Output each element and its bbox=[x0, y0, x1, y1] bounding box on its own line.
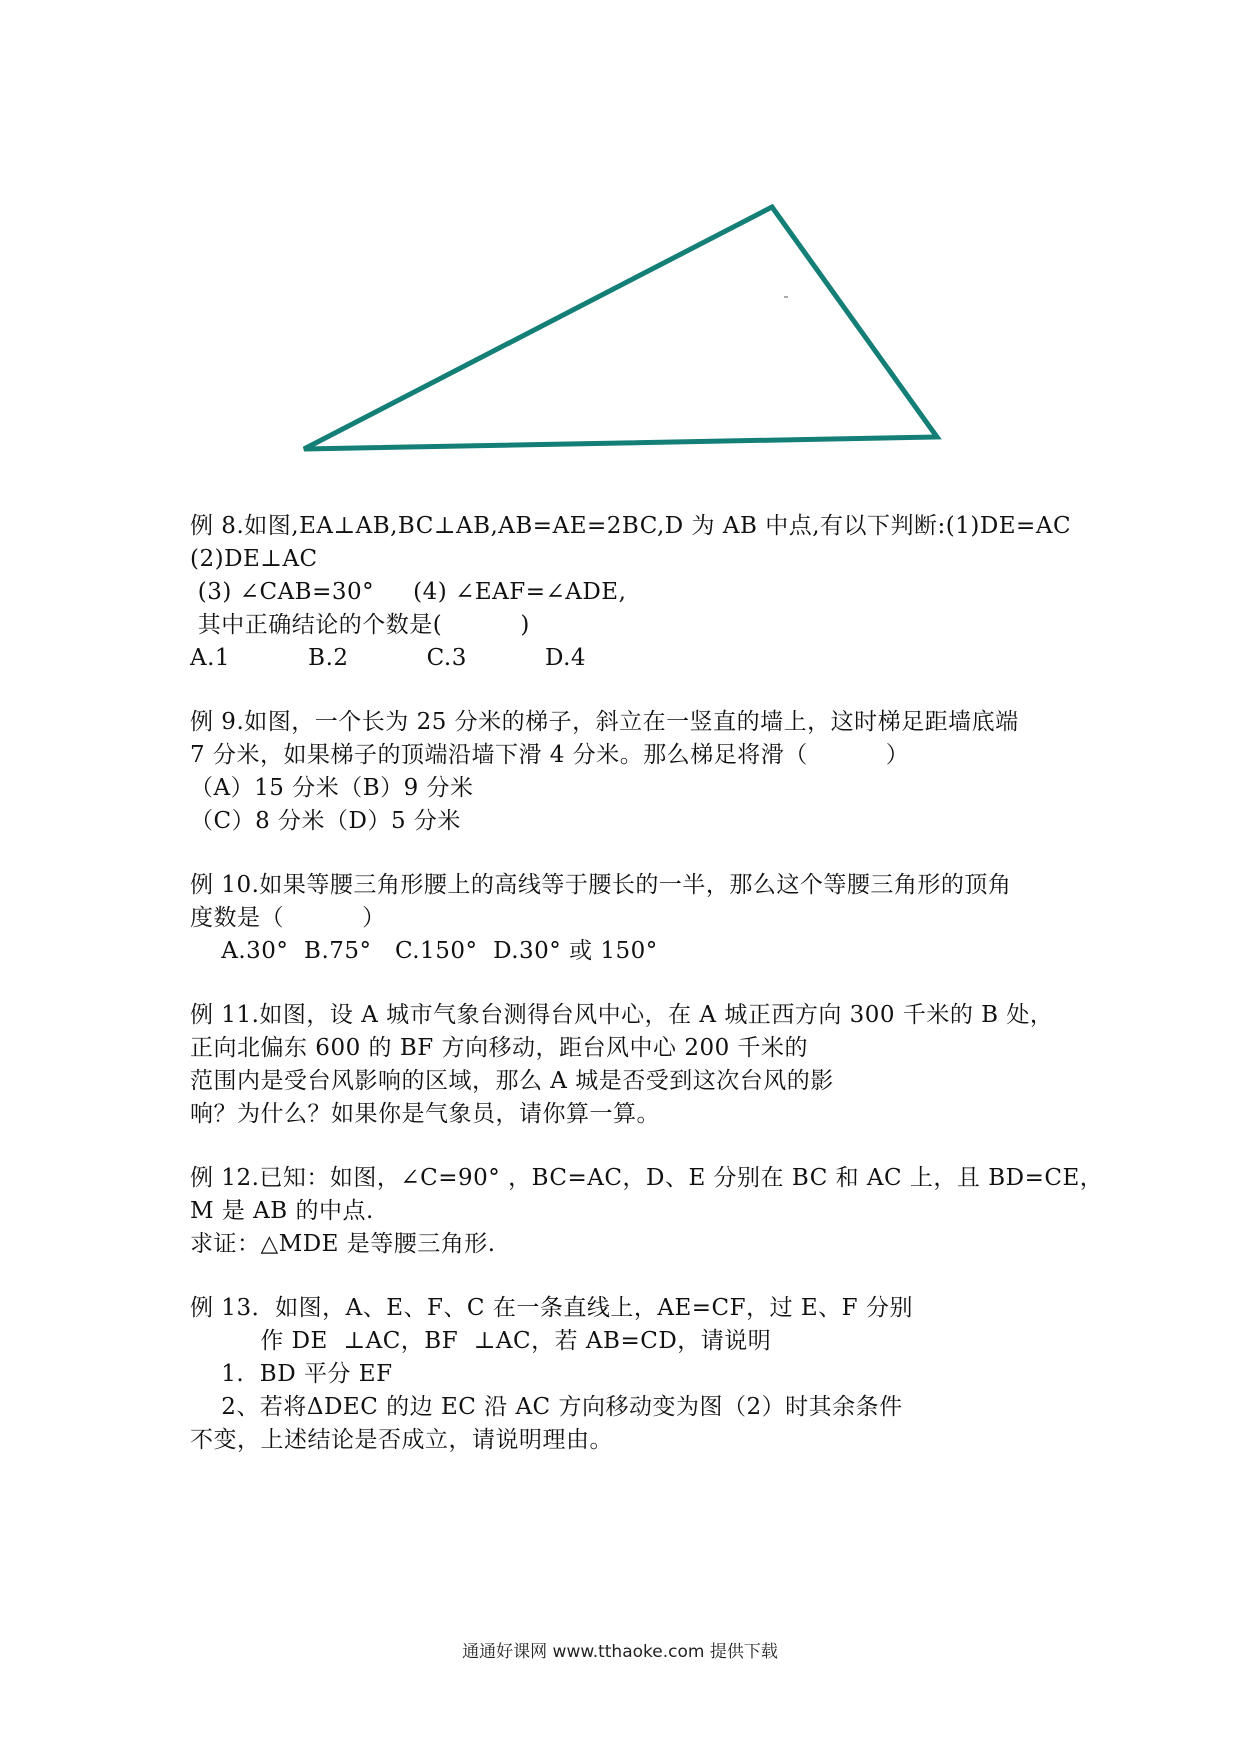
triangle-shape bbox=[304, 207, 937, 449]
page-footer: 通通好课网 www.tthaoke.com 提供下载 bbox=[462, 1642, 778, 1662]
problem-line: 度数是（ ） bbox=[190, 905, 386, 931]
problem-ex13 bbox=[190, 1292, 1070, 1457]
problem-line: (2)DE⊥AC bbox=[190, 546, 318, 572]
problem-line: （A）15 分米（B）9 分米 bbox=[190, 775, 474, 801]
problem-line: 求证：△MDE 是等腰三角形. bbox=[190, 1231, 496, 1257]
problem-line: 例 11.如图，设 A 城市气象台测得台风中心，在 A 城正西方向 300 千米的 B 处， bbox=[190, 1002, 1054, 1028]
triangle-figure bbox=[0, 0, 1240, 500]
problem-line: A.30° B.75° C.150° D.30° 或 150° bbox=[190, 938, 658, 964]
spacer bbox=[190, 1131, 1070, 1162]
problem-line: 例 9.如图，一个长为 25 分米的梯子，斜立在一竖直的墙上，这时梯足距墙底端 bbox=[190, 709, 1019, 735]
problem-line: 响？为什么？如果你是气象员，请你算一算。 bbox=[190, 1101, 660, 1127]
problem-line: M 是 AB 的中点. bbox=[190, 1198, 374, 1224]
problem-line: 其中正确结论的个数是( ) bbox=[190, 612, 530, 638]
problem-line: 不变，上述结论是否成立，请说明理由。 bbox=[190, 1427, 613, 1453]
problem-ex8 bbox=[190, 510, 1070, 675]
problem-line: 作 DE ⊥AC，BF ⊥AC，若 AB=CD，请说明 bbox=[190, 1328, 772, 1354]
problem-line: 范围内是受台风影响的区域，那么 A 城是否受到这次台风的影 bbox=[190, 1068, 834, 1094]
problem-line: 例 13．如图，A、E、F、C 在一条直线上，AE=CF，过 E、F 分别 bbox=[190, 1295, 913, 1321]
problem-ex10 bbox=[190, 869, 1070, 968]
problem-line: 1. BD 平分 EF bbox=[190, 1361, 393, 1387]
spacer bbox=[190, 1261, 1070, 1292]
problem-line: (3) ∠CAB=30° (4) ∠EAF=∠ADE, bbox=[190, 579, 627, 605]
problem-line: 例 12.已知：如图，∠C=90° ，BC=AC，D、E 分别在 BC 和 AC 上，且 BD=CE， bbox=[190, 1165, 1104, 1191]
problem-ex11 bbox=[190, 999, 1070, 1131]
problem-ex9 bbox=[190, 706, 1070, 838]
spacer bbox=[190, 968, 1070, 999]
problem-line: 正向北偏东 600 的 BF 方向移动，距台风中心 200 千米的 bbox=[190, 1035, 809, 1061]
problem-line: （C）8 分米（D）5 分米 bbox=[190, 808, 461, 834]
problem-line: 7 分米，如果梯子的顶端沿墙下滑 4 分米。那么梯足将滑（ ） bbox=[190, 742, 910, 768]
spacer bbox=[190, 838, 1070, 869]
problem-line: 2、若将ΔDEC 的边 EC 沿 AC 方向移动变为图（2）时其余条件 bbox=[190, 1394, 903, 1420]
problem-list bbox=[190, 510, 1104, 1457]
problem-line: A.1 B.2 C.3 D.4 bbox=[190, 645, 587, 671]
problem-line: 例 8.如图,EA⊥AB,BC⊥AB,AB=AE=2BC,D 为 AB 中点,有以下判断:(1)DE=AC bbox=[190, 513, 1072, 539]
spacer bbox=[190, 675, 1070, 706]
problem-ex12 bbox=[190, 1162, 1104, 1261]
problem-line: 例 10.如果等腰三角形腰上的高线等于腰长的一半，那么这个等腰三角形的顶角 bbox=[190, 872, 1012, 898]
